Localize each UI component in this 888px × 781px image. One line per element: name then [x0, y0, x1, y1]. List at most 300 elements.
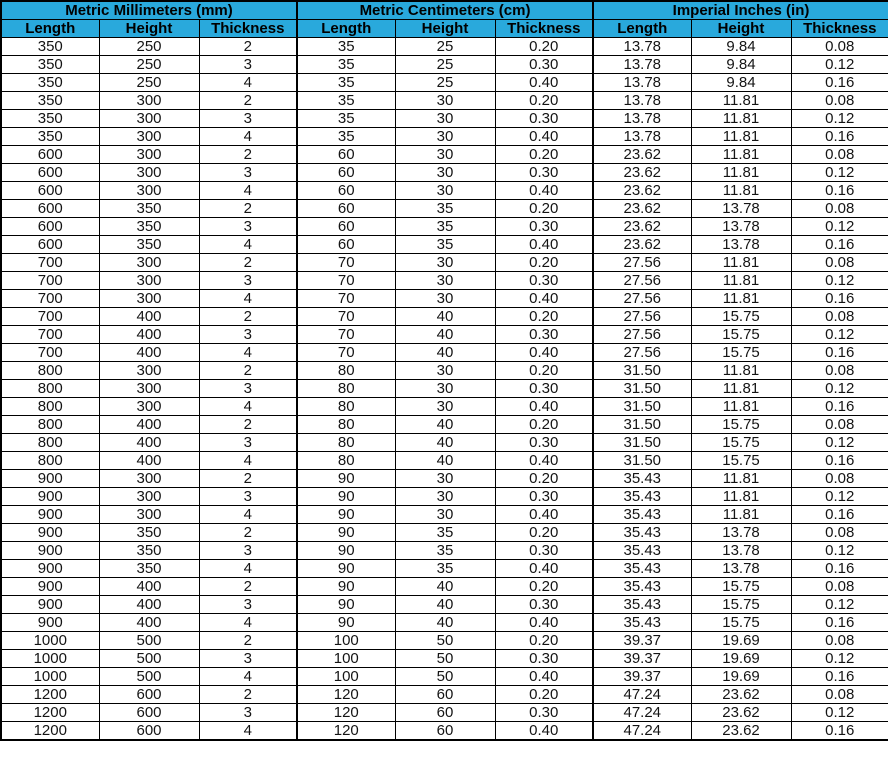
table-row — [1, 218, 888, 236]
cell-cm-height: 50 — [395, 650, 495, 668]
cell-cm-height: 35 — [395, 524, 495, 542]
table-row — [1, 290, 888, 308]
cell-in-length: 23.62 — [593, 146, 691, 164]
cell-cm-thickness: 0.20 — [495, 146, 593, 164]
cell-in-thickness: 0.16 — [791, 74, 888, 92]
cell-cm-height: 30 — [395, 146, 495, 164]
cell-in-thickness: 0.08 — [791, 524, 888, 542]
cell-cm-length: 90 — [297, 488, 395, 506]
cell-cm-length: 35 — [297, 128, 395, 146]
table-row — [1, 704, 888, 722]
cell-mm-height: 350 — [99, 200, 199, 218]
cell-mm-length: 350 — [1, 74, 99, 92]
cell-in-height: 15.75 — [691, 308, 791, 326]
cell-in-length: 39.37 — [593, 632, 691, 650]
cell-in-height: 15.75 — [691, 578, 791, 596]
cell-in-height: 15.75 — [691, 434, 791, 452]
cell-in-height: 13.78 — [691, 218, 791, 236]
table-row — [1, 344, 888, 362]
group-title-row — [1, 1, 888, 20]
cell-mm-height: 400 — [99, 344, 199, 362]
cell-in-thickness: 0.12 — [791, 380, 888, 398]
cell-cm-thickness: 0.30 — [495, 596, 593, 614]
cell-mm-length: 900 — [1, 488, 99, 506]
cell-cm-thickness: 0.30 — [495, 380, 593, 398]
cell-cm-height: 30 — [395, 92, 495, 110]
cell-in-length: 13.78 — [593, 74, 691, 92]
cell-in-height: 11.81 — [691, 164, 791, 182]
table-row — [1, 686, 888, 704]
cell-cm-thickness: 0.30 — [495, 488, 593, 506]
cell-cm-thickness: 0.40 — [495, 182, 593, 200]
cell-in-thickness: 0.16 — [791, 452, 888, 470]
cell-cm-length: 90 — [297, 614, 395, 632]
cell-in-height: 11.81 — [691, 362, 791, 380]
cell-mm-length: 900 — [1, 596, 99, 614]
cell-in-thickness: 0.16 — [791, 182, 888, 200]
cell-mm-height: 400 — [99, 614, 199, 632]
cell-mm-thickness: 3 — [199, 164, 297, 182]
cell-mm-thickness: 3 — [199, 542, 297, 560]
table-row — [1, 398, 888, 416]
cell-in-length: 47.24 — [593, 704, 691, 722]
cell-mm-height: 300 — [99, 488, 199, 506]
table-row — [1, 578, 888, 596]
cell-in-length: 35.43 — [593, 596, 691, 614]
cell-cm-height: 60 — [395, 722, 495, 741]
cell-cm-length: 80 — [297, 398, 395, 416]
cell-mm-length: 900 — [1, 578, 99, 596]
cell-mm-length: 600 — [1, 218, 99, 236]
table-row — [1, 308, 888, 326]
cell-in-height: 23.62 — [691, 704, 791, 722]
cell-cm-length: 90 — [297, 560, 395, 578]
cell-mm-height: 500 — [99, 632, 199, 650]
cell-in-thickness: 0.08 — [791, 470, 888, 488]
table-body — [1, 38, 888, 741]
table-row — [1, 614, 888, 632]
table-header — [1, 1, 888, 38]
cell-in-thickness: 0.12 — [791, 164, 888, 182]
cell-mm-thickness: 2 — [199, 38, 297, 56]
cell-cm-length: 60 — [297, 236, 395, 254]
cell-cm-length: 120 — [297, 686, 395, 704]
cell-cm-length: 90 — [297, 506, 395, 524]
cell-cm-thickness: 0.40 — [495, 452, 593, 470]
cell-mm-length: 900 — [1, 542, 99, 560]
cell-mm-thickness: 4 — [199, 614, 297, 632]
cell-in-length: 35.43 — [593, 560, 691, 578]
cell-mm-thickness: 4 — [199, 182, 297, 200]
cell-mm-height: 350 — [99, 236, 199, 254]
cell-in-thickness: 0.12 — [791, 650, 888, 668]
cell-mm-thickness: 2 — [199, 632, 297, 650]
cell-in-height: 11.81 — [691, 92, 791, 110]
cell-cm-length: 80 — [297, 452, 395, 470]
cell-mm-length: 1200 — [1, 686, 99, 704]
group-title-mm: Metric Millimeters (mm) — [1, 1, 297, 20]
cell-cm-height: 40 — [395, 416, 495, 434]
cell-mm-length: 350 — [1, 110, 99, 128]
cell-mm-height: 300 — [99, 182, 199, 200]
cell-cm-height: 60 — [395, 686, 495, 704]
cell-in-thickness: 0.08 — [791, 578, 888, 596]
cell-cm-length: 80 — [297, 380, 395, 398]
cell-in-thickness: 0.12 — [791, 704, 888, 722]
cell-mm-length: 900 — [1, 524, 99, 542]
cell-in-height: 15.75 — [691, 344, 791, 362]
cell-in-length: 39.37 — [593, 668, 691, 686]
cell-mm-thickness: 3 — [199, 380, 297, 398]
cell-cm-height: 30 — [395, 362, 495, 380]
col-header-mm-length: Length — [1, 20, 99, 38]
cell-mm-height: 250 — [99, 38, 199, 56]
cell-cm-height: 25 — [395, 74, 495, 92]
cell-mm-length: 350 — [1, 128, 99, 146]
cell-mm-length: 900 — [1, 506, 99, 524]
cell-mm-height: 300 — [99, 146, 199, 164]
cell-in-height: 23.62 — [691, 686, 791, 704]
cell-cm-thickness: 0.40 — [495, 398, 593, 416]
cell-mm-length: 700 — [1, 254, 99, 272]
cell-mm-height: 300 — [99, 398, 199, 416]
cell-cm-height: 30 — [395, 254, 495, 272]
cell-in-thickness: 0.08 — [791, 200, 888, 218]
cell-in-length: 31.50 — [593, 398, 691, 416]
cell-mm-thickness: 3 — [199, 704, 297, 722]
cell-cm-length: 35 — [297, 74, 395, 92]
cell-mm-height: 400 — [99, 434, 199, 452]
cell-mm-length: 800 — [1, 398, 99, 416]
cell-cm-height: 25 — [395, 56, 495, 74]
table-row — [1, 128, 888, 146]
cell-cm-height: 40 — [395, 308, 495, 326]
cell-mm-length: 800 — [1, 416, 99, 434]
cell-in-length: 31.50 — [593, 362, 691, 380]
cell-cm-thickness: 0.30 — [495, 110, 593, 128]
cell-cm-length: 60 — [297, 164, 395, 182]
cell-mm-height: 350 — [99, 218, 199, 236]
cell-cm-thickness: 0.20 — [495, 38, 593, 56]
cell-cm-length: 35 — [297, 92, 395, 110]
cell-mm-height: 400 — [99, 416, 199, 434]
table-row — [1, 470, 888, 488]
table-row — [1, 362, 888, 380]
cell-mm-height: 400 — [99, 326, 199, 344]
cell-mm-length: 800 — [1, 452, 99, 470]
cell-in-thickness: 0.16 — [791, 128, 888, 146]
cell-mm-height: 300 — [99, 290, 199, 308]
col-header-in-height: Height — [691, 20, 791, 38]
cell-in-length: 23.62 — [593, 164, 691, 182]
cell-in-length: 27.56 — [593, 326, 691, 344]
cell-mm-thickness: 2 — [199, 524, 297, 542]
cell-cm-height: 40 — [395, 614, 495, 632]
cell-mm-length: 800 — [1, 380, 99, 398]
cell-cm-height: 40 — [395, 452, 495, 470]
cell-mm-thickness: 2 — [199, 92, 297, 110]
cell-mm-height: 300 — [99, 92, 199, 110]
table-row — [1, 416, 888, 434]
cell-in-thickness: 0.12 — [791, 488, 888, 506]
cell-cm-length: 70 — [297, 272, 395, 290]
cell-cm-thickness: 0.30 — [495, 326, 593, 344]
table-row — [1, 92, 888, 110]
cell-in-thickness: 0.16 — [791, 560, 888, 578]
cell-cm-length: 90 — [297, 470, 395, 488]
group-title-cm: Metric Centimeters (cm) — [297, 1, 593, 20]
cell-mm-length: 700 — [1, 272, 99, 290]
table-row — [1, 560, 888, 578]
cell-in-length: 13.78 — [593, 56, 691, 74]
cell-in-length: 13.78 — [593, 92, 691, 110]
cell-in-height: 11.81 — [691, 254, 791, 272]
cell-in-height: 19.69 — [691, 668, 791, 686]
cell-mm-height: 300 — [99, 362, 199, 380]
cell-in-length: 27.56 — [593, 308, 691, 326]
cell-cm-thickness: 0.40 — [495, 74, 593, 92]
table-row — [1, 488, 888, 506]
cell-mm-length: 600 — [1, 164, 99, 182]
cell-in-thickness: 0.16 — [791, 668, 888, 686]
cell-mm-height: 300 — [99, 470, 199, 488]
cell-in-height: 11.81 — [691, 380, 791, 398]
cell-cm-length: 35 — [297, 110, 395, 128]
cell-in-thickness: 0.16 — [791, 614, 888, 632]
table-row — [1, 56, 888, 74]
cell-in-length: 35.43 — [593, 542, 691, 560]
cell-cm-thickness: 0.40 — [495, 236, 593, 254]
cell-mm-thickness: 4 — [199, 236, 297, 254]
cell-cm-length: 90 — [297, 542, 395, 560]
cell-in-height: 9.84 — [691, 38, 791, 56]
cell-in-length: 35.43 — [593, 488, 691, 506]
cell-in-thickness: 0.12 — [791, 542, 888, 560]
cell-in-height: 15.75 — [691, 452, 791, 470]
cell-in-height: 15.75 — [691, 614, 791, 632]
cell-in-height: 11.81 — [691, 272, 791, 290]
cell-mm-thickness: 4 — [199, 668, 297, 686]
cell-in-height: 11.81 — [691, 470, 791, 488]
cell-mm-length: 1000 — [1, 668, 99, 686]
cell-cm-height: 30 — [395, 110, 495, 128]
cell-cm-thickness: 0.40 — [495, 506, 593, 524]
cell-mm-thickness: 2 — [199, 146, 297, 164]
cell-in-height: 11.81 — [691, 182, 791, 200]
cell-cm-thickness: 0.20 — [495, 470, 593, 488]
table-row — [1, 146, 888, 164]
cell-cm-height: 30 — [395, 488, 495, 506]
cell-cm-height: 30 — [395, 506, 495, 524]
cell-cm-length: 90 — [297, 596, 395, 614]
cell-cm-length: 70 — [297, 254, 395, 272]
cell-cm-thickness: 0.20 — [495, 416, 593, 434]
cell-in-length: 31.50 — [593, 434, 691, 452]
cell-mm-height: 400 — [99, 452, 199, 470]
cell-cm-thickness: 0.20 — [495, 254, 593, 272]
table-row — [1, 164, 888, 182]
cell-mm-thickness: 2 — [199, 308, 297, 326]
cell-mm-thickness: 3 — [199, 434, 297, 452]
cell-in-length: 23.62 — [593, 236, 691, 254]
cell-cm-thickness: 0.20 — [495, 308, 593, 326]
col-header-in-length: Length — [593, 20, 691, 38]
cell-mm-length: 600 — [1, 236, 99, 254]
cell-cm-length: 80 — [297, 416, 395, 434]
cell-mm-length: 350 — [1, 92, 99, 110]
cell-mm-height: 300 — [99, 164, 199, 182]
cell-cm-length: 35 — [297, 56, 395, 74]
cell-cm-length: 80 — [297, 434, 395, 452]
cell-cm-length: 60 — [297, 146, 395, 164]
cell-cm-thickness: 0.40 — [495, 290, 593, 308]
cell-mm-thickness: 3 — [199, 650, 297, 668]
cell-cm-height: 30 — [395, 272, 495, 290]
cell-mm-height: 300 — [99, 272, 199, 290]
cell-mm-thickness: 2 — [199, 578, 297, 596]
cell-mm-height: 350 — [99, 524, 199, 542]
cell-cm-height: 30 — [395, 290, 495, 308]
cell-cm-length: 60 — [297, 182, 395, 200]
cell-mm-thickness: 2 — [199, 686, 297, 704]
cell-in-thickness: 0.08 — [791, 92, 888, 110]
cell-in-height: 11.81 — [691, 110, 791, 128]
cell-mm-thickness: 2 — [199, 416, 297, 434]
cell-in-height: 11.81 — [691, 128, 791, 146]
cell-in-length: 47.24 — [593, 722, 691, 741]
cell-mm-thickness: 3 — [199, 56, 297, 74]
table-row — [1, 380, 888, 398]
col-header-in-thickness: Thickness — [791, 20, 888, 38]
cell-mm-height: 600 — [99, 722, 199, 741]
cell-cm-thickness: 0.40 — [495, 722, 593, 741]
table-row — [1, 38, 888, 56]
cell-in-thickness: 0.16 — [791, 236, 888, 254]
cell-mm-height: 400 — [99, 308, 199, 326]
cell-in-length: 31.50 — [593, 416, 691, 434]
cell-cm-thickness: 0.40 — [495, 668, 593, 686]
cell-mm-height: 350 — [99, 560, 199, 578]
table-row — [1, 542, 888, 560]
cell-mm-length: 800 — [1, 362, 99, 380]
cell-mm-thickness: 3 — [199, 596, 297, 614]
cell-cm-thickness: 0.20 — [495, 92, 593, 110]
cell-in-length: 27.56 — [593, 290, 691, 308]
table-row — [1, 182, 888, 200]
cell-mm-thickness: 4 — [199, 128, 297, 146]
cell-in-height: 11.81 — [691, 398, 791, 416]
cell-mm-thickness: 4 — [199, 344, 297, 362]
cell-mm-length: 1000 — [1, 632, 99, 650]
cell-in-length: 13.78 — [593, 38, 691, 56]
cell-mm-thickness: 4 — [199, 560, 297, 578]
table-row — [1, 506, 888, 524]
cell-in-length: 47.24 — [593, 686, 691, 704]
cell-cm-thickness: 0.40 — [495, 560, 593, 578]
cell-cm-thickness: 0.30 — [495, 218, 593, 236]
cell-in-thickness: 0.12 — [791, 596, 888, 614]
cell-mm-height: 600 — [99, 686, 199, 704]
cell-cm-thickness: 0.40 — [495, 344, 593, 362]
cell-cm-length: 70 — [297, 326, 395, 344]
cell-in-thickness: 0.16 — [791, 722, 888, 741]
cell-cm-thickness: 0.30 — [495, 434, 593, 452]
cell-cm-length: 100 — [297, 650, 395, 668]
table-row — [1, 632, 888, 650]
cell-mm-length: 700 — [1, 290, 99, 308]
cell-in-height: 13.78 — [691, 560, 791, 578]
cell-mm-length: 350 — [1, 38, 99, 56]
cell-in-height: 19.69 — [691, 650, 791, 668]
table-row — [1, 236, 888, 254]
cell-cm-thickness: 0.30 — [495, 164, 593, 182]
cell-mm-length: 1000 — [1, 650, 99, 668]
cell-cm-height: 25 — [395, 38, 495, 56]
table-row — [1, 668, 888, 686]
cell-in-height: 15.75 — [691, 416, 791, 434]
cell-in-thickness: 0.16 — [791, 506, 888, 524]
cell-cm-length: 60 — [297, 200, 395, 218]
group-title-in: Imperial Inches (in) — [593, 1, 888, 20]
cell-mm-length: 900 — [1, 614, 99, 632]
table-row — [1, 272, 888, 290]
cell-mm-height: 350 — [99, 542, 199, 560]
cell-mm-length: 900 — [1, 470, 99, 488]
cell-cm-height: 35 — [395, 218, 495, 236]
cell-in-thickness: 0.08 — [791, 254, 888, 272]
cell-mm-thickness: 3 — [199, 488, 297, 506]
cell-in-length: 31.50 — [593, 452, 691, 470]
cell-cm-height: 40 — [395, 326, 495, 344]
cell-in-thickness: 0.08 — [791, 146, 888, 164]
cell-in-height: 9.84 — [691, 74, 791, 92]
cell-mm-length: 800 — [1, 434, 99, 452]
cell-in-thickness: 0.08 — [791, 38, 888, 56]
cell-mm-height: 600 — [99, 704, 199, 722]
cell-cm-height: 40 — [395, 578, 495, 596]
cell-in-thickness: 0.12 — [791, 326, 888, 344]
cell-in-length: 35.43 — [593, 470, 691, 488]
cell-cm-length: 35 — [297, 38, 395, 56]
cell-cm-length: 70 — [297, 308, 395, 326]
cell-in-thickness: 0.08 — [791, 308, 888, 326]
cell-in-thickness: 0.16 — [791, 344, 888, 362]
cell-in-length: 39.37 — [593, 650, 691, 668]
cell-in-length: 13.78 — [593, 128, 691, 146]
cell-cm-height: 40 — [395, 344, 495, 362]
table-row — [1, 524, 888, 542]
table-row — [1, 452, 888, 470]
cell-in-length: 23.62 — [593, 200, 691, 218]
cell-mm-height: 300 — [99, 254, 199, 272]
table-row — [1, 326, 888, 344]
cell-mm-length: 600 — [1, 182, 99, 200]
col-header-mm-height: Height — [99, 20, 199, 38]
cell-mm-thickness: 2 — [199, 200, 297, 218]
cell-mm-height: 300 — [99, 506, 199, 524]
cell-cm-thickness: 0.30 — [495, 56, 593, 74]
cell-in-height: 13.78 — [691, 524, 791, 542]
cell-in-thickness: 0.16 — [791, 398, 888, 416]
cell-mm-length: 700 — [1, 326, 99, 344]
cell-cm-height: 50 — [395, 632, 495, 650]
cell-cm-length: 100 — [297, 632, 395, 650]
cell-cm-height: 40 — [395, 434, 495, 452]
cell-cm-thickness: 0.20 — [495, 578, 593, 596]
col-header-cm-length: Length — [297, 20, 395, 38]
cell-in-thickness: 0.12 — [791, 434, 888, 452]
cell-mm-length: 700 — [1, 308, 99, 326]
